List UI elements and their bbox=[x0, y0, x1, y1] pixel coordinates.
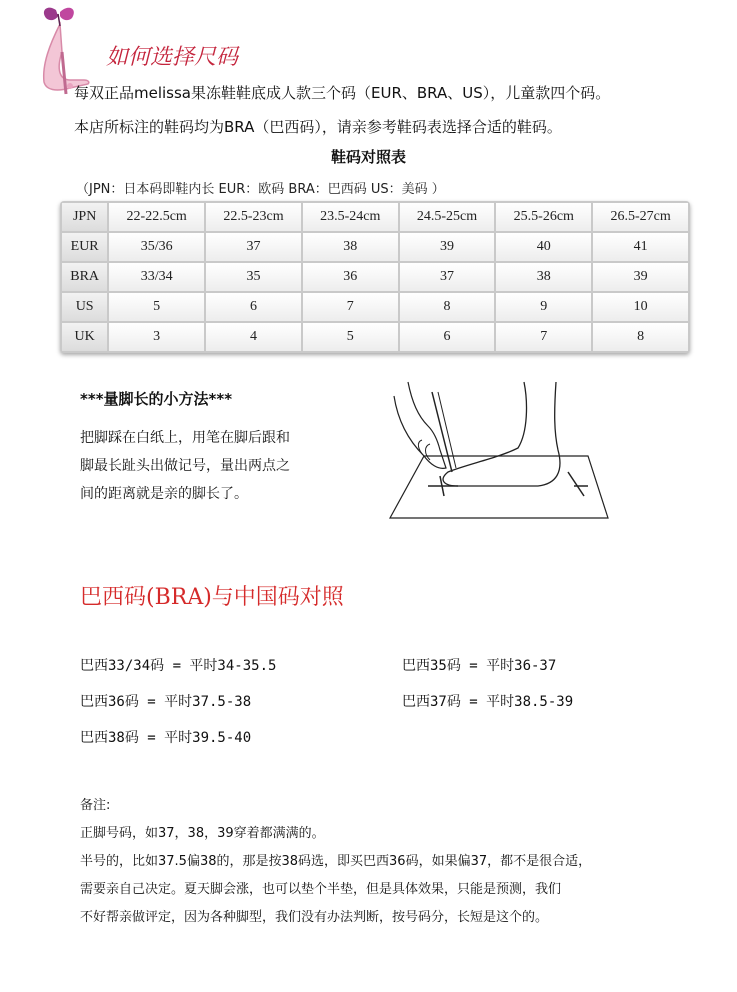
size-table-title: 鞋码对照表 bbox=[330, 148, 406, 166]
measure-line-2: 脚最长趾头出做记号，量出两点之 bbox=[80, 458, 290, 474]
table-row bbox=[62, 203, 688, 231]
table-cell: 7 bbox=[303, 293, 398, 321]
table-cell: 5 bbox=[303, 323, 398, 351]
table-row bbox=[62, 293, 688, 321]
table-cell: 10 bbox=[593, 293, 688, 321]
conversion-item-5: 巴西38码 = 平时39.5-40 bbox=[80, 730, 252, 746]
table-cell: 6 bbox=[400, 323, 495, 351]
notes-label: 备注: bbox=[80, 798, 111, 813]
measure-line-3: 间的距离就是亲的脚长了。 bbox=[80, 486, 248, 502]
table-cell: 22-22.5cm bbox=[109, 203, 204, 231]
size-chart-table bbox=[60, 201, 690, 353]
table-cell: 8 bbox=[400, 293, 495, 321]
table-row bbox=[62, 233, 688, 261]
conversion-item-1: 巴西33/34码 = 平时34-35.5 bbox=[80, 658, 277, 674]
table-cell: 41 bbox=[593, 233, 688, 261]
measure-heading: ***量脚长的小方法*** bbox=[80, 390, 233, 408]
notes-line-1: 正脚号码，如37，38，39穿着都满满的。 bbox=[80, 826, 325, 841]
table-cell: 37 bbox=[400, 263, 495, 291]
table-cell: 22.5-23cm bbox=[206, 203, 301, 231]
notes-line-4: 不好帮亲做评定，因为各种脚型，我们没有办法判断，按号码分，长短是这个的。 bbox=[80, 910, 549, 925]
row-header-cell: JPN bbox=[62, 203, 107, 231]
foot-measuring-illustration bbox=[378, 372, 618, 524]
conversion-heading: 巴西码(BRA)与中国码对照 bbox=[80, 585, 344, 610]
table-cell: 40 bbox=[496, 233, 591, 261]
table-cell: 38 bbox=[496, 263, 591, 291]
page-title: 如何选择尺码 bbox=[106, 45, 239, 70]
notes-line-2: 半号的，比如37.5偏38的，那是按38码选，即买巴西36码，如果偏37，都不是很合适， bbox=[80, 854, 592, 869]
table-cell: 4 bbox=[206, 323, 301, 351]
conversion-item-2: 巴西35码 = 平时36-37 bbox=[402, 658, 557, 674]
table-cell: 24.5-25cm bbox=[400, 203, 495, 231]
table-cell: 9 bbox=[496, 293, 591, 321]
measure-line-1: 把脚踩在白纸上，用笔在脚后跟和 bbox=[80, 430, 290, 446]
table-cell: 23.5-24cm bbox=[303, 203, 398, 231]
table-cell: 35/36 bbox=[109, 233, 204, 261]
table-cell: 36 bbox=[303, 263, 398, 291]
table-cell: 7 bbox=[496, 323, 591, 351]
table-cell: 26.5-27cm bbox=[593, 203, 688, 231]
table-cell: 38 bbox=[303, 233, 398, 261]
table-cell: 8 bbox=[593, 323, 688, 351]
row-header-cell: UK bbox=[62, 323, 107, 351]
table-cell: 35 bbox=[206, 263, 301, 291]
table-cell: 39 bbox=[593, 263, 688, 291]
notes-line-3: 需要亲自己决定。夏天脚会涨，也可以垫个半垫，但是具体效果，只能是预测，我们 bbox=[80, 882, 562, 897]
table-row bbox=[62, 263, 688, 291]
row-header-cell: BRA bbox=[62, 263, 107, 291]
conversion-item-3: 巴西36码 = 平时37.5-38 bbox=[80, 694, 252, 710]
table-cell: 3 bbox=[109, 323, 204, 351]
intro-line-1: 每双正品melissa果冻鞋鞋底成人款三个码（EUR、BRA、US），儿童款四个码。 bbox=[74, 84, 611, 102]
intro-line-2: 本店所标注的鞋码均为BRA（巴西码），请亲参考鞋码表选择合适的鞋码。 bbox=[74, 118, 562, 136]
table-cell: 25.5-26cm bbox=[496, 203, 591, 231]
row-header-cell: US bbox=[62, 293, 107, 321]
table-cell: 37 bbox=[206, 233, 301, 261]
conversion-item-4: 巴西37码 = 平时38.5-39 bbox=[402, 694, 574, 710]
table-cell: 6 bbox=[206, 293, 301, 321]
table-cell: 39 bbox=[400, 233, 495, 261]
table-cell: 33/34 bbox=[109, 263, 204, 291]
row-header-cell: EUR bbox=[62, 233, 107, 261]
table-cell: 5 bbox=[109, 293, 204, 321]
size-table-legend: （JPN：日本码即鞋内长 EUR：欧码 BRA：巴西码 US：美码 ） bbox=[76, 182, 445, 197]
table-row bbox=[62, 323, 688, 351]
